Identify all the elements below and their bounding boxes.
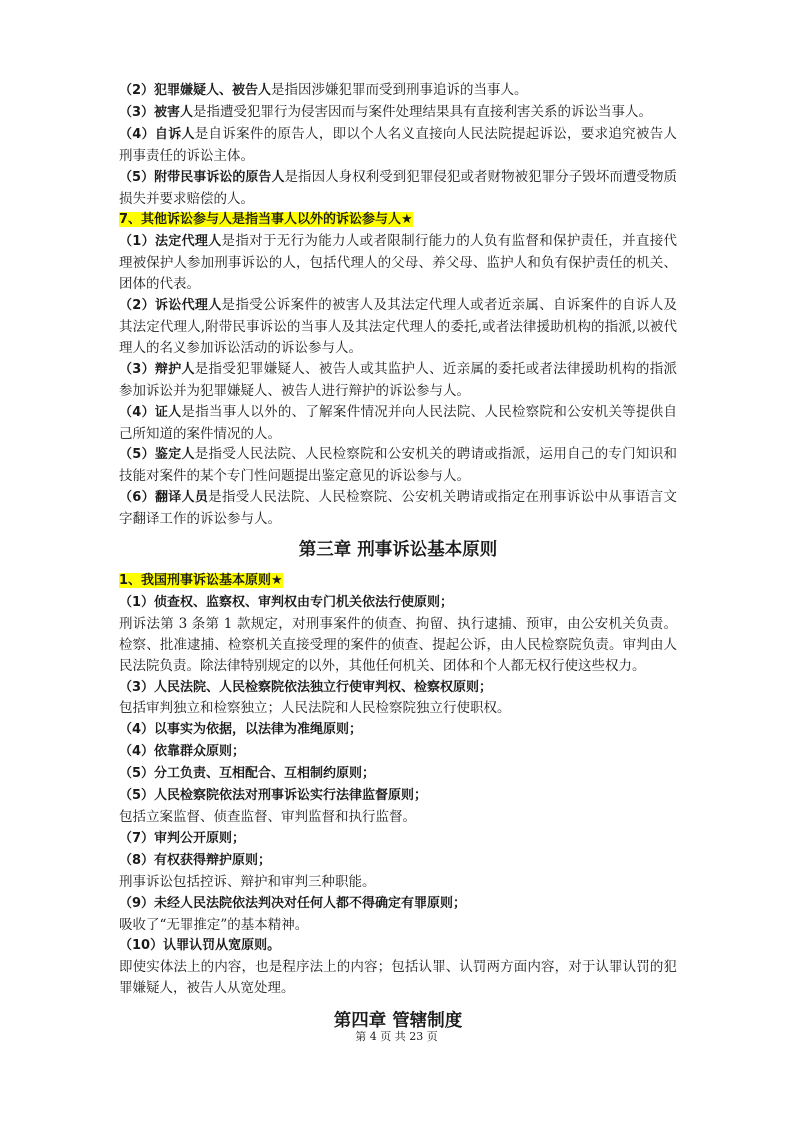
term-label: （2）犯罪嫌疑人、被告人	[119, 83, 272, 98]
paragraph	[119, 893, 677, 915]
paragraph	[119, 359, 677, 402]
paragraph	[119, 785, 677, 807]
term-definition: 即使实体法上的内容，也是程序法上的内容；包括认罪、认罚两方面内容，对于认罪认罚的犯罪嫌疑人，被告人从宽处理。	[119, 959, 677, 997]
heading-basic-principles	[119, 570, 677, 592]
paragraph	[119, 915, 677, 936]
term-label: （7）审判公开原则；	[119, 830, 246, 846]
term-label: （6）翻译人员	[119, 490, 209, 506]
term-label: （3）辩护人	[119, 361, 195, 377]
paragraph	[119, 677, 677, 699]
paragraph	[119, 124, 677, 167]
paragraph-group-principles	[119, 592, 677, 999]
term-definition: 包括审判独立和检察独立；人民法院和人民检察院独立行使职权。	[119, 700, 511, 717]
term-definition: 刑诉法第 3 条第 1 款规定，对刑事案件的侦查、拘留、执行逮捕、预审，由公安机关负责。检察、批准逮捕、检察机关直接受理的案件的侦查、提起公诉，由人民检察院负责。审判由人民法院负责。除法律特别规定的以外，其他任何机关、团体和个人都无权行使这些权力。	[119, 615, 677, 674]
term-definition: 是指对于无行为能力人或者限制行能力的人负有监督和保护责任，并直接代理被保护人参加刑事诉讼的人，包括代理人的父母、养父母、监护人和负有保护责任的机关、团体的代表。	[119, 233, 678, 293]
page-content	[119, 80, 677, 1041]
paragraph	[119, 763, 677, 785]
page-footer: 第 4 页 共 23 页	[355, 1030, 438, 1043]
term-definition: 吸收了“无罪推定”的基本精神。	[119, 916, 309, 933]
term-definition: 是指受人民法院、人民检察院和公安机关的聘请或指派，运用自己的专门知识和技能对案件的某个专门性问题提出鉴定意见的诉讼参与人。	[119, 446, 677, 485]
paragraph	[119, 872, 677, 893]
paragraph	[119, 698, 677, 719]
paragraph	[119, 807, 677, 828]
chapter-title-3: 第三章 刑事诉讼基本原则	[298, 540, 498, 561]
chapter-title-4: 第四章 管辖制度	[333, 1011, 463, 1032]
term-label: （1）法定代理人	[119, 234, 222, 250]
paragraph	[119, 402, 677, 445]
paragraph	[119, 295, 677, 359]
paragraph	[119, 741, 677, 763]
term-label: （4）以事实为依据，以法律为准绳原则；	[119, 722, 363, 738]
term-definition: 是指受公诉案件的被害人及其法定代理人或者近亲属、自诉案件的自诉人及其法定代理人,附带民事诉讼的当事人及其法定代理人的委托,或者法律援助机构的指派,以被代理人的名义参加诉讼活动的诉讼参与人。	[119, 297, 678, 356]
paragraph	[119, 231, 677, 295]
term-label: （9）未经人民法院依法判决对任何人都不得确定有罪原则；	[119, 895, 467, 911]
term-definition: 是指当事人以外的、了解案件情况并向人民法院、人民检察院和公安机关等提供自己所知道的案件情况的人。	[119, 403, 678, 442]
heading-other-participants	[119, 209, 677, 231]
term-label: （4）自诉人	[119, 126, 195, 142]
term-definition: 是自诉案件的原告人，即以个人名义直接向人民法院提起诉讼，要求追究被告人刑事责任的诉讼主体。	[119, 125, 677, 164]
paragraph	[119, 80, 677, 102]
highlighted-heading: 7、其他诉讼参与人是指当事人以外的诉讼参与人★	[119, 212, 413, 228]
term-label: （5）附带民事诉讼的原告人	[119, 169, 285, 185]
term-definition: 是指受人民法院、人民检察院、公安机关聘请或指定在刑事诉讼中从事语言文字翻译工作的诉讼参与人。	[119, 489, 678, 528]
paragraph-group-parties	[119, 80, 677, 209]
paragraph	[119, 935, 677, 957]
term-definition: 是指因人身权利受到犯罪侵犯或者财物被犯罪分子毁坏而遭受物质损失并要求赔偿的人。	[119, 168, 678, 207]
paragraph-group-participants	[119, 231, 677, 530]
term-label: （4）依靠群众原则；	[119, 744, 246, 760]
paragraph	[119, 719, 677, 741]
term-label: （5）人民检察院依法对刑事诉讼实行法律监督原则；	[119, 788, 428, 804]
term-definition: 刑事诉讼包括控诉、辩护和审判三种职能。	[119, 873, 376, 890]
paragraph	[119, 444, 677, 487]
paragraph	[119, 487, 677, 530]
highlighted-heading: 1、我国刑事诉讼基本原则★	[119, 573, 283, 589]
term-definition: 是指遭受犯罪行为侵害因而与案件处理结果具有直接利害关系的诉讼当事人。	[193, 103, 653, 120]
term-label: （4）证人	[119, 404, 182, 420]
term-label: （2）诉讼代理人	[119, 298, 222, 314]
term-definition: 是指因涉嫌犯罪而受到刑事追诉的当事人。	[271, 82, 528, 98]
paragraph	[119, 850, 677, 872]
paragraph	[119, 592, 677, 614]
paragraph	[119, 957, 677, 999]
paragraph	[119, 828, 677, 850]
term-definition: 包括立案监督、侦查监督、审判监督和执行监督。	[119, 809, 416, 825]
paragraph	[119, 102, 677, 124]
paragraph	[119, 167, 677, 210]
term-label: （8）有权获得辩护原则；	[119, 852, 272, 868]
paragraph	[119, 614, 677, 677]
term-label: （5）分工负责、互相配合、互相制约原则；	[119, 766, 376, 782]
term-label: （10）认罪认罚从宽原则。	[119, 938, 281, 954]
term-label: （5）鉴定人	[119, 447, 195, 463]
term-label: （1）侦查权、监察权、审判权由专门机关依法行使原则；	[119, 594, 454, 610]
term-label: （3）被害人	[119, 104, 194, 120]
term-label: （3）人民法院、人民检察院依法独立行使审判权、检察权原则；	[119, 679, 493, 695]
term-definition: 是指受犯罪嫌疑人、被告人或其监护人、近亲属的委托或者法律援助机构的指派参加诉讼并为犯罪嫌疑人、被告人进行辩护的诉讼参与人。	[119, 360, 677, 399]
